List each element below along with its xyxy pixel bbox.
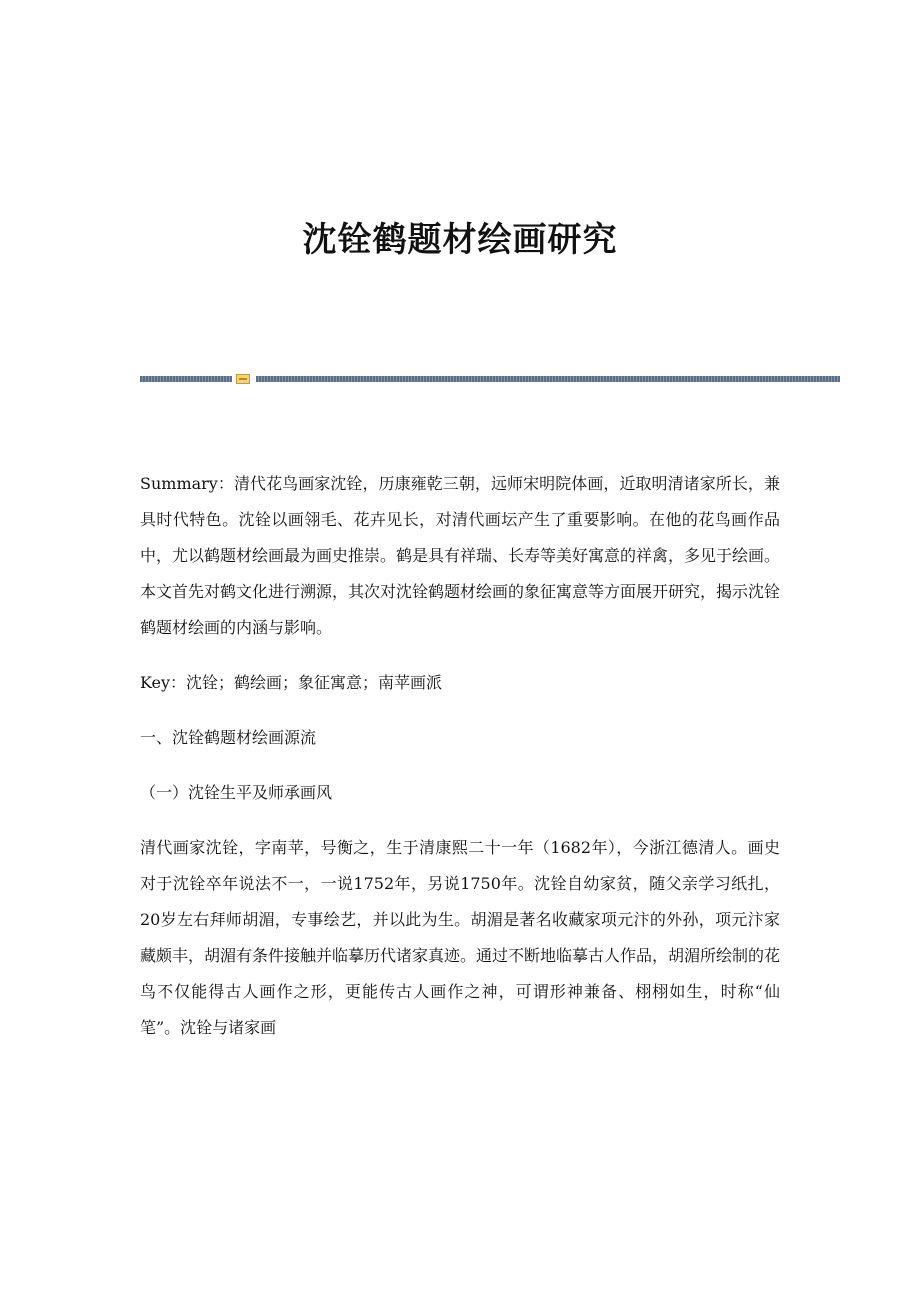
title-divider [140, 374, 840, 384]
summary-paragraph: Summary：清代花鸟画家沈铨，历康雍乾三朝，远师宋明院体画，近取明清诸家所长，兼具时代特色。沈铨以画翎毛、花卉见长，对清代画坛产生了重要影响。在他的花鸟画作品中，尤以鹤题材绘画最为画史推崇。鹤是具有祥瑞、长寿等美好寓意的祥禽，多见于绘画。本文首先对鹤文化进行溯源，其次对沈铨鹤题材绘画的象征寓意等方面展开研究，揭示沈铨鹤题材绘画的内涵与影响。 [140, 474, 781, 637]
subsection-heading: （一）沈铨生平及师承画风 [140, 783, 333, 802]
divider-ornament-icon [236, 374, 250, 384]
divider-bar-right [256, 376, 840, 382]
section-heading: 一、沈铨鹤题材绘画源流 [140, 728, 317, 747]
keywords-line: Key：沈铨；鹤绘画；象征寓意；南苹画派 [140, 673, 443, 692]
divider-bar-left [140, 376, 232, 382]
document-title: 沈铨鹤题材绘画研究 [302, 220, 618, 260]
document-body [140, 466, 780, 1046]
body-paragraph: 清代画家沈铨，字南苹，号衡之，生于清康熙二十一年（1682年），今浙江德清人。画史对于沈铨卒年说法不一，一说1752年，另说1750年。沈铨自幼家贫，随父亲学习纸扎，20岁左右拜师胡湄，专事绘艺，并以此为生。胡湄是著名收藏家项元汴的外孙，项元汴家藏颇丰，胡湄有条件接触并临摹历代诸家真迹。通过不断地临摹古人作品，胡湄所绘制的花鸟不仅能得古人画作之形，更能传古人画作之神，可谓形神兼备、栩栩如生，时称“仙笔”。沈铨与诸家画 [140, 838, 781, 1037]
